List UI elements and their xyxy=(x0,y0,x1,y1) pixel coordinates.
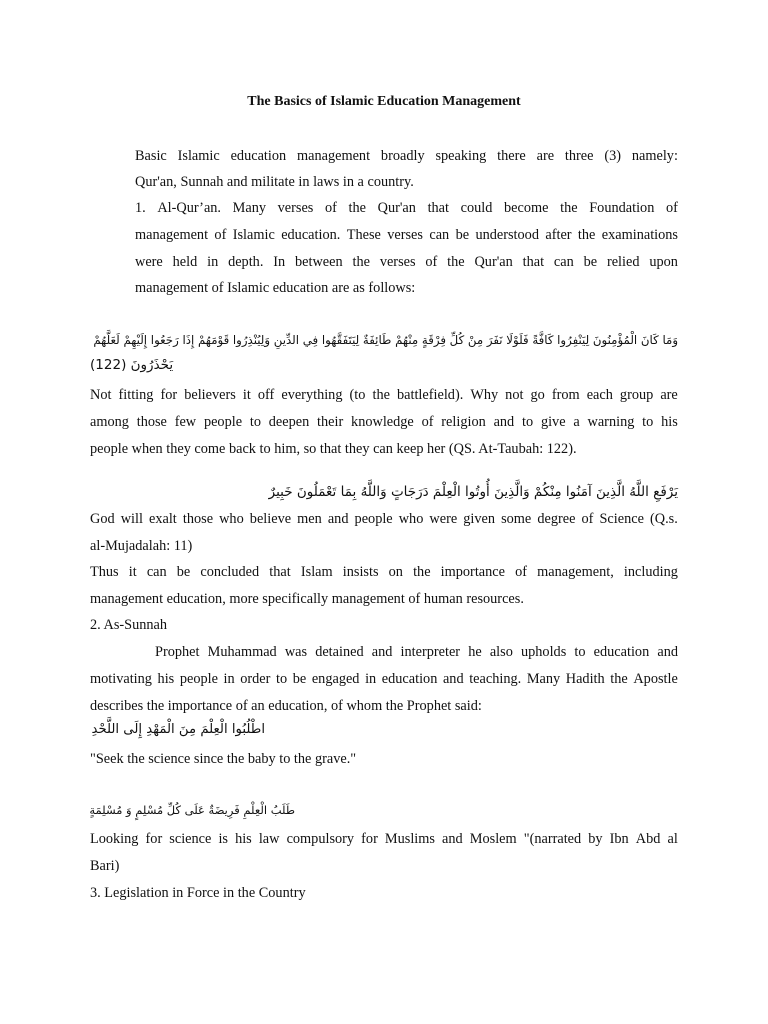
word: and xyxy=(493,414,515,430)
word: among xyxy=(90,414,129,430)
word: group xyxy=(619,387,654,403)
document-title: The Basics of Islamic Education Management xyxy=(247,94,521,109)
word: and xyxy=(657,644,678,660)
word: can xyxy=(429,227,450,243)
word: Basic xyxy=(135,148,167,164)
word: it xyxy=(128,564,137,580)
word: a xyxy=(573,414,580,430)
word: speaking xyxy=(435,148,487,164)
word: upon xyxy=(649,254,678,270)
word: importance xyxy=(440,564,505,580)
intro-line-1 xyxy=(135,147,678,165)
word: verses xyxy=(277,200,314,216)
word: go xyxy=(530,387,545,403)
word: Many xyxy=(232,200,266,216)
word: namely: xyxy=(631,148,678,164)
word: of xyxy=(515,564,528,580)
word: his xyxy=(157,671,175,687)
word: (Q.s. xyxy=(650,511,678,527)
word: after xyxy=(545,227,572,243)
word: verses xyxy=(387,227,423,243)
word: "(narrated xyxy=(523,831,582,847)
intro-line-2: Qur'an, Sunnah and militate in laws in a country. xyxy=(135,174,414,190)
verse2-translation-line-2: al-Mujadalah: 11) xyxy=(90,538,193,554)
word: engaged xyxy=(311,671,360,687)
word: people xyxy=(203,414,243,430)
word: knowledge xyxy=(351,414,414,430)
conclusion-line-2: management education, more specifically management of human resources. xyxy=(90,591,524,607)
word: between xyxy=(295,254,343,270)
word: can xyxy=(146,564,167,580)
word: of xyxy=(421,414,434,430)
word: be xyxy=(455,227,470,243)
word: Muslims xyxy=(384,831,435,847)
word: Al-Qur’an. xyxy=(157,200,222,216)
word: who xyxy=(219,511,244,527)
word: and xyxy=(371,644,393,660)
word: was xyxy=(284,644,308,660)
word: warning xyxy=(587,414,635,430)
word: on xyxy=(388,564,403,580)
quran-line-2 xyxy=(135,226,678,244)
word: are xyxy=(660,387,678,403)
word: Islam xyxy=(300,564,333,580)
word: everything xyxy=(281,387,343,403)
word: and xyxy=(442,671,464,687)
word: God xyxy=(90,511,115,527)
word: deepen xyxy=(268,414,310,430)
word: and xyxy=(442,831,463,847)
word: Islamic xyxy=(232,227,275,243)
word: in xyxy=(365,671,377,687)
word: of xyxy=(324,200,337,216)
word: Hadith xyxy=(565,671,605,687)
word: concluded xyxy=(200,564,260,580)
word: few xyxy=(174,414,197,430)
word: management, xyxy=(537,564,614,580)
word: exalt xyxy=(149,511,177,527)
word: Many xyxy=(526,671,561,687)
word: the xyxy=(413,564,431,580)
word: Not xyxy=(90,387,112,403)
word: interpreter xyxy=(400,644,461,660)
word: to xyxy=(249,414,261,430)
word: compulsory xyxy=(286,831,355,847)
word: some xyxy=(501,511,532,527)
word: Moslem xyxy=(469,831,517,847)
word: the xyxy=(560,200,578,216)
word: the xyxy=(372,387,390,403)
word: that xyxy=(269,564,291,580)
hadith1-arabic: اطْلُبُوا الْعِلْمَ مِنَ الْمَهْدِ إِلَى اللَّحْدِ xyxy=(91,722,265,737)
word: These xyxy=(346,227,381,243)
word: believers xyxy=(184,387,236,403)
word: will xyxy=(120,511,143,527)
word: in xyxy=(207,254,219,270)
word: including xyxy=(623,564,678,580)
word: examinations xyxy=(601,227,678,243)
word: order xyxy=(240,671,271,687)
word: 1. xyxy=(135,200,146,216)
word: of xyxy=(214,227,227,243)
word: detained xyxy=(315,644,364,660)
word: each xyxy=(586,387,613,403)
word: Abd xyxy=(635,831,661,847)
word: In xyxy=(273,254,286,270)
word: the xyxy=(352,254,370,270)
word: those xyxy=(136,414,167,430)
word: science xyxy=(169,831,212,847)
sunnah-line-2 xyxy=(90,670,678,688)
word: were xyxy=(429,511,458,527)
word: to xyxy=(276,671,288,687)
word: fitting xyxy=(118,387,154,403)
word: men xyxy=(297,511,322,527)
word: Foundation xyxy=(589,200,655,216)
word: Science xyxy=(599,511,644,527)
hadith2-translation-line-2: Bari) xyxy=(90,858,120,874)
word: understood xyxy=(475,227,539,243)
word: for xyxy=(361,831,378,847)
hadith2-translation-line-1 xyxy=(90,830,678,848)
word: of xyxy=(665,200,678,216)
word: depth. xyxy=(228,254,264,270)
word: Qur'an xyxy=(474,254,513,270)
verse1-arabic-line-2-text: يَحْذَرُونَ (122) xyxy=(90,357,174,373)
verse1-translation-line-2 xyxy=(90,413,678,431)
word: teaching. xyxy=(469,671,522,687)
word: battlefield). xyxy=(396,387,464,403)
word: Ibn xyxy=(609,831,629,847)
word: of xyxy=(581,511,594,527)
word: held xyxy=(172,254,198,270)
word: Looking xyxy=(90,831,139,847)
quran-line-4: management of Islamic education are as follows: xyxy=(135,280,416,296)
word: broadly xyxy=(380,148,425,164)
verse2-arabic: يَرْفَعِ اللَّهُ الَّذِينَ آمَنُوا مِنْكُمْ وَالَّذِينَ أُوتُوا الْعِلْمَ دَرَجَاتٍ وَاللَّهُ بِمَا تَعْمَلُونَ خَبِيرٌ xyxy=(268,484,678,500)
word: the xyxy=(348,200,366,216)
sunnah-line-3: describes the importance of an education, of whom the Prophet said: xyxy=(90,698,482,714)
word: off xyxy=(257,387,275,403)
word: education xyxy=(593,644,650,660)
conclusion-line-1 xyxy=(90,563,678,581)
verse1-arabic-line-2 xyxy=(90,355,678,375)
word: Apostle xyxy=(633,671,678,687)
word: by xyxy=(588,831,603,847)
word: law xyxy=(258,831,280,847)
word: of xyxy=(425,254,438,270)
word: be xyxy=(292,671,307,687)
word: his xyxy=(235,831,252,847)
word: insists xyxy=(342,564,379,580)
word: those xyxy=(182,511,214,527)
word: are xyxy=(536,148,555,164)
word: Islamic xyxy=(177,148,220,164)
word: management xyxy=(297,148,371,164)
word: Thus xyxy=(90,564,119,580)
word: management xyxy=(135,227,209,243)
word: who xyxy=(398,511,424,527)
word: degree xyxy=(537,511,576,527)
word: upholds xyxy=(520,644,567,660)
word: for xyxy=(160,387,178,403)
word: the xyxy=(447,254,465,270)
word: become xyxy=(504,200,549,216)
word: that xyxy=(522,254,545,270)
word: also xyxy=(489,644,513,660)
word: people xyxy=(354,511,393,527)
word: education xyxy=(381,671,438,687)
word: Qur'an xyxy=(377,200,416,216)
word: it xyxy=(242,387,251,403)
word: verses xyxy=(379,254,416,270)
word: Prophet xyxy=(155,644,200,660)
word: were xyxy=(135,254,163,270)
word: that xyxy=(427,200,450,216)
word: be xyxy=(176,564,191,580)
word: three xyxy=(564,148,594,164)
word: believe xyxy=(249,511,292,527)
hadith1-translation: "Seek the science since the baby to the grave." xyxy=(90,751,357,767)
word: in xyxy=(223,671,235,687)
word: Why xyxy=(470,387,499,403)
word: from xyxy=(551,387,580,403)
word: relied xyxy=(606,254,640,270)
word: not xyxy=(505,387,524,403)
word: for xyxy=(145,831,163,847)
verse1-translation-line-3: people when they come back to him, so that they can keep her (QS. At-Taubah: 122). xyxy=(90,441,577,457)
word: is xyxy=(218,831,228,847)
word: religion xyxy=(441,414,486,430)
hadith2-arabic: طَلَبُ الْعِلْمِ فَرِيضَةٌ عَلَى كُلِّ مُسْلِمٍ وَ مُسْلِمَةٍ xyxy=(89,803,295,817)
sunnah-line-1 xyxy=(155,643,678,661)
word: al xyxy=(667,831,678,847)
word: (to xyxy=(349,387,366,403)
quran-line-1 xyxy=(135,199,678,217)
verse1-translation-line-1 xyxy=(90,386,678,404)
word: motivating xyxy=(90,671,152,687)
word: education xyxy=(230,148,287,164)
word: given xyxy=(463,511,496,527)
word: their xyxy=(317,414,344,430)
verse1-arabic-line-1: وَمَا كَانَ الْمُؤْمِنُونَ لِيَنْفِرُوا كَافَّةً فَلَوْلَا نَفَرَ مِنْ كُلِّ فِرْقَةٍ مِنْهُمْ طَائِفَةٌ لِيَتَفَقَّهُوا فِي الدِّينِ وَلِيُنْذِرُوا قَوْمَهُمْ إِذَا رَجَعُوا إِلَيْهِمْ لَعَلَّهُمْ xyxy=(93,333,678,347)
word: to xyxy=(574,644,586,660)
word: give xyxy=(540,414,566,430)
verse2-translation-line-1 xyxy=(90,510,678,528)
word: could xyxy=(460,200,493,216)
word: and xyxy=(327,511,349,527)
word: he xyxy=(468,644,482,660)
word: the xyxy=(577,227,596,243)
sunnah-heading: 2. As-Sunnah xyxy=(90,617,168,633)
word: the xyxy=(610,671,628,687)
word: Muhammad xyxy=(207,644,277,660)
quran-line-3 xyxy=(135,253,678,271)
word: to xyxy=(522,414,534,430)
word: his xyxy=(661,414,678,430)
legislation-heading: 3. Legislation in Force in the Country xyxy=(90,885,306,901)
word: education. xyxy=(281,227,341,243)
word: can xyxy=(553,254,574,270)
word: people xyxy=(179,671,218,687)
word: be xyxy=(583,254,598,270)
word: to xyxy=(642,414,654,430)
word: (3) xyxy=(604,148,622,164)
word: there xyxy=(497,148,526,164)
